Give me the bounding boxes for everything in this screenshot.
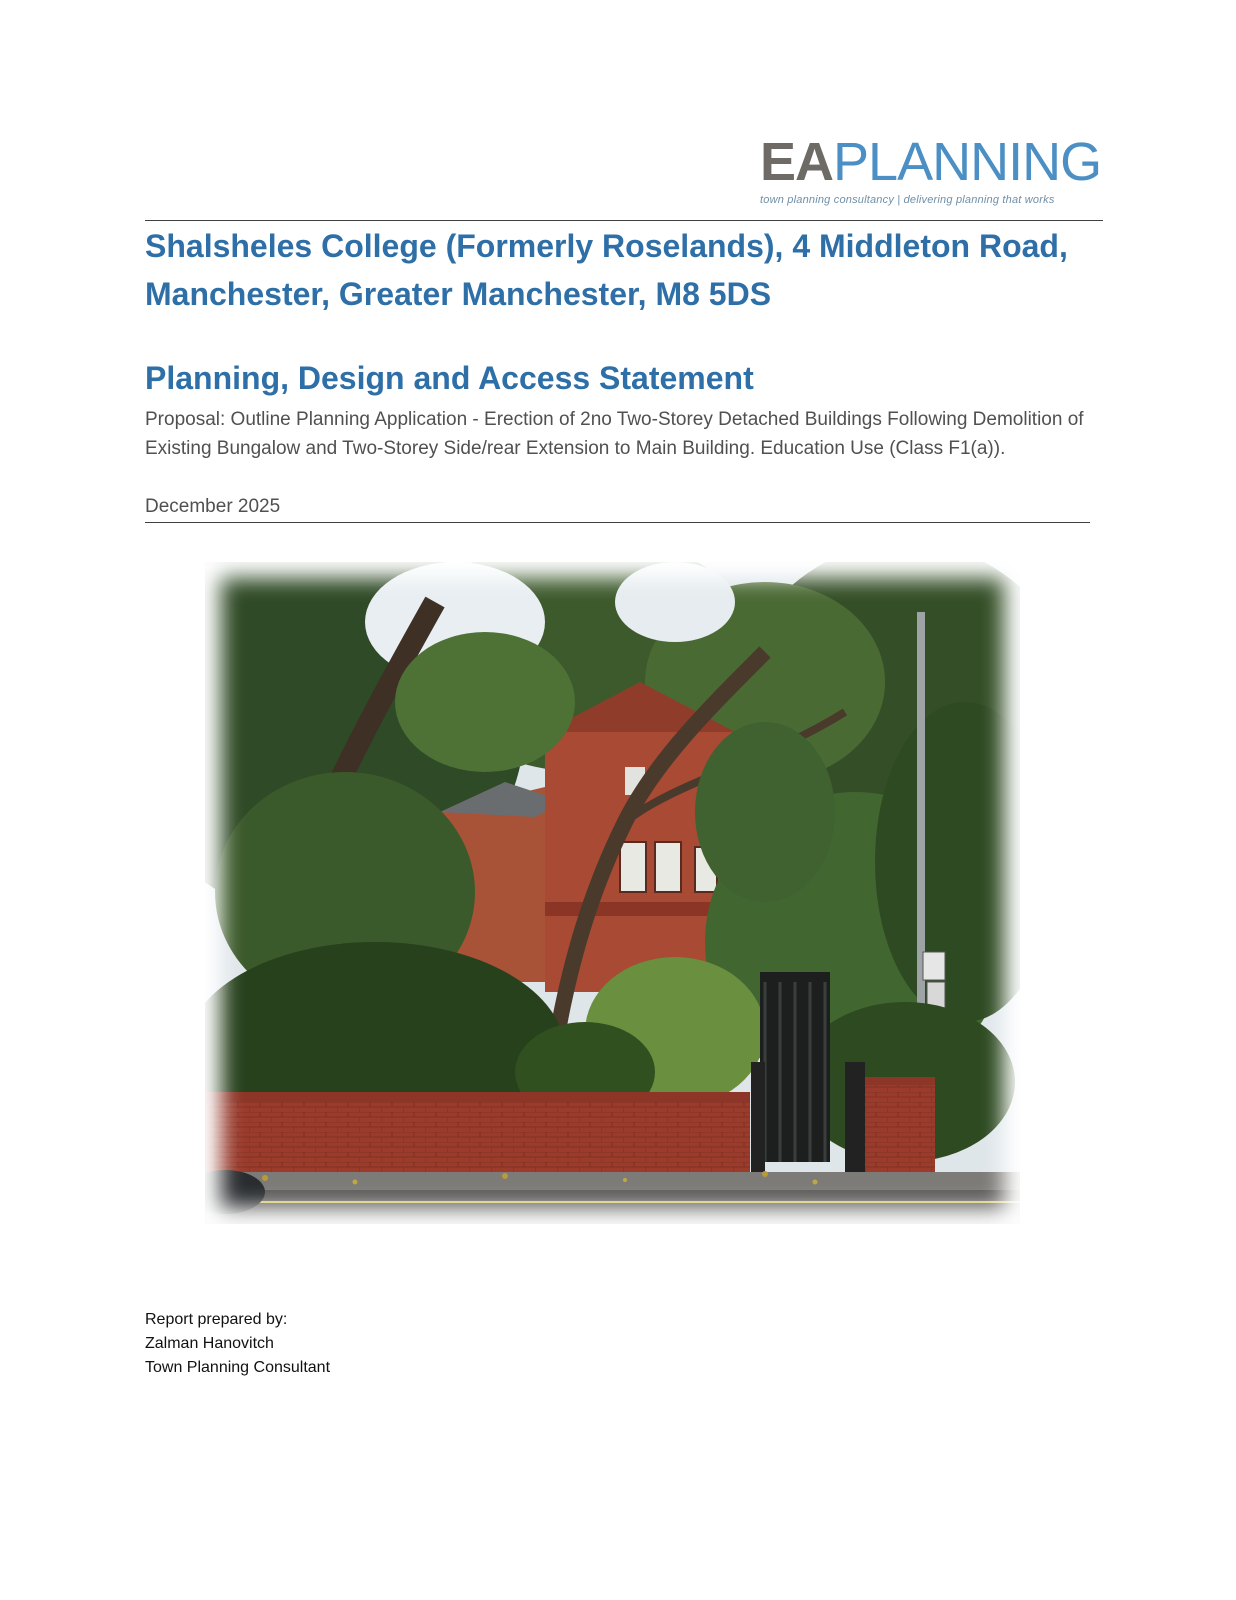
site-address xyxy=(145,222,1105,318)
author-name: Zalman Hanovitch xyxy=(145,1335,274,1352)
prepared-by-label: Report prepared by: xyxy=(145,1311,288,1328)
logo-wordmark xyxy=(760,132,1100,192)
logo-tagline: town planning consultancy | delivering planning that works xyxy=(760,194,1055,206)
author-role: Town Planning Consultant xyxy=(145,1359,331,1376)
header-divider xyxy=(145,220,1103,221)
report-author-block xyxy=(145,1308,330,1380)
title-divider xyxy=(145,522,1090,523)
document-date: December 2025 xyxy=(145,496,281,517)
site-photo xyxy=(205,562,1020,1224)
logo-ea: EA xyxy=(760,132,834,192)
proposal-description: Proposal: Outline Planning Application - Erection of 2no Two-Storey Detached Buildings Following Demolition of Existing Bungalow and Two-Storey Side/rear Extension to Main Building. Education Use (Class F1(a)). xyxy=(145,409,1084,459)
site-photo-illustration xyxy=(205,562,1020,1224)
company-logo xyxy=(760,132,1100,210)
logo-planning: PLANNING xyxy=(833,132,1102,192)
document-title: Planning, Design and Access Statement xyxy=(145,360,754,396)
address-line-1: Shalsheles College (Formerly Roselands), 4 Middleton Road, xyxy=(145,228,1068,264)
address-line-2: Manchester, Greater Manchester, M8 5DS xyxy=(145,276,772,312)
